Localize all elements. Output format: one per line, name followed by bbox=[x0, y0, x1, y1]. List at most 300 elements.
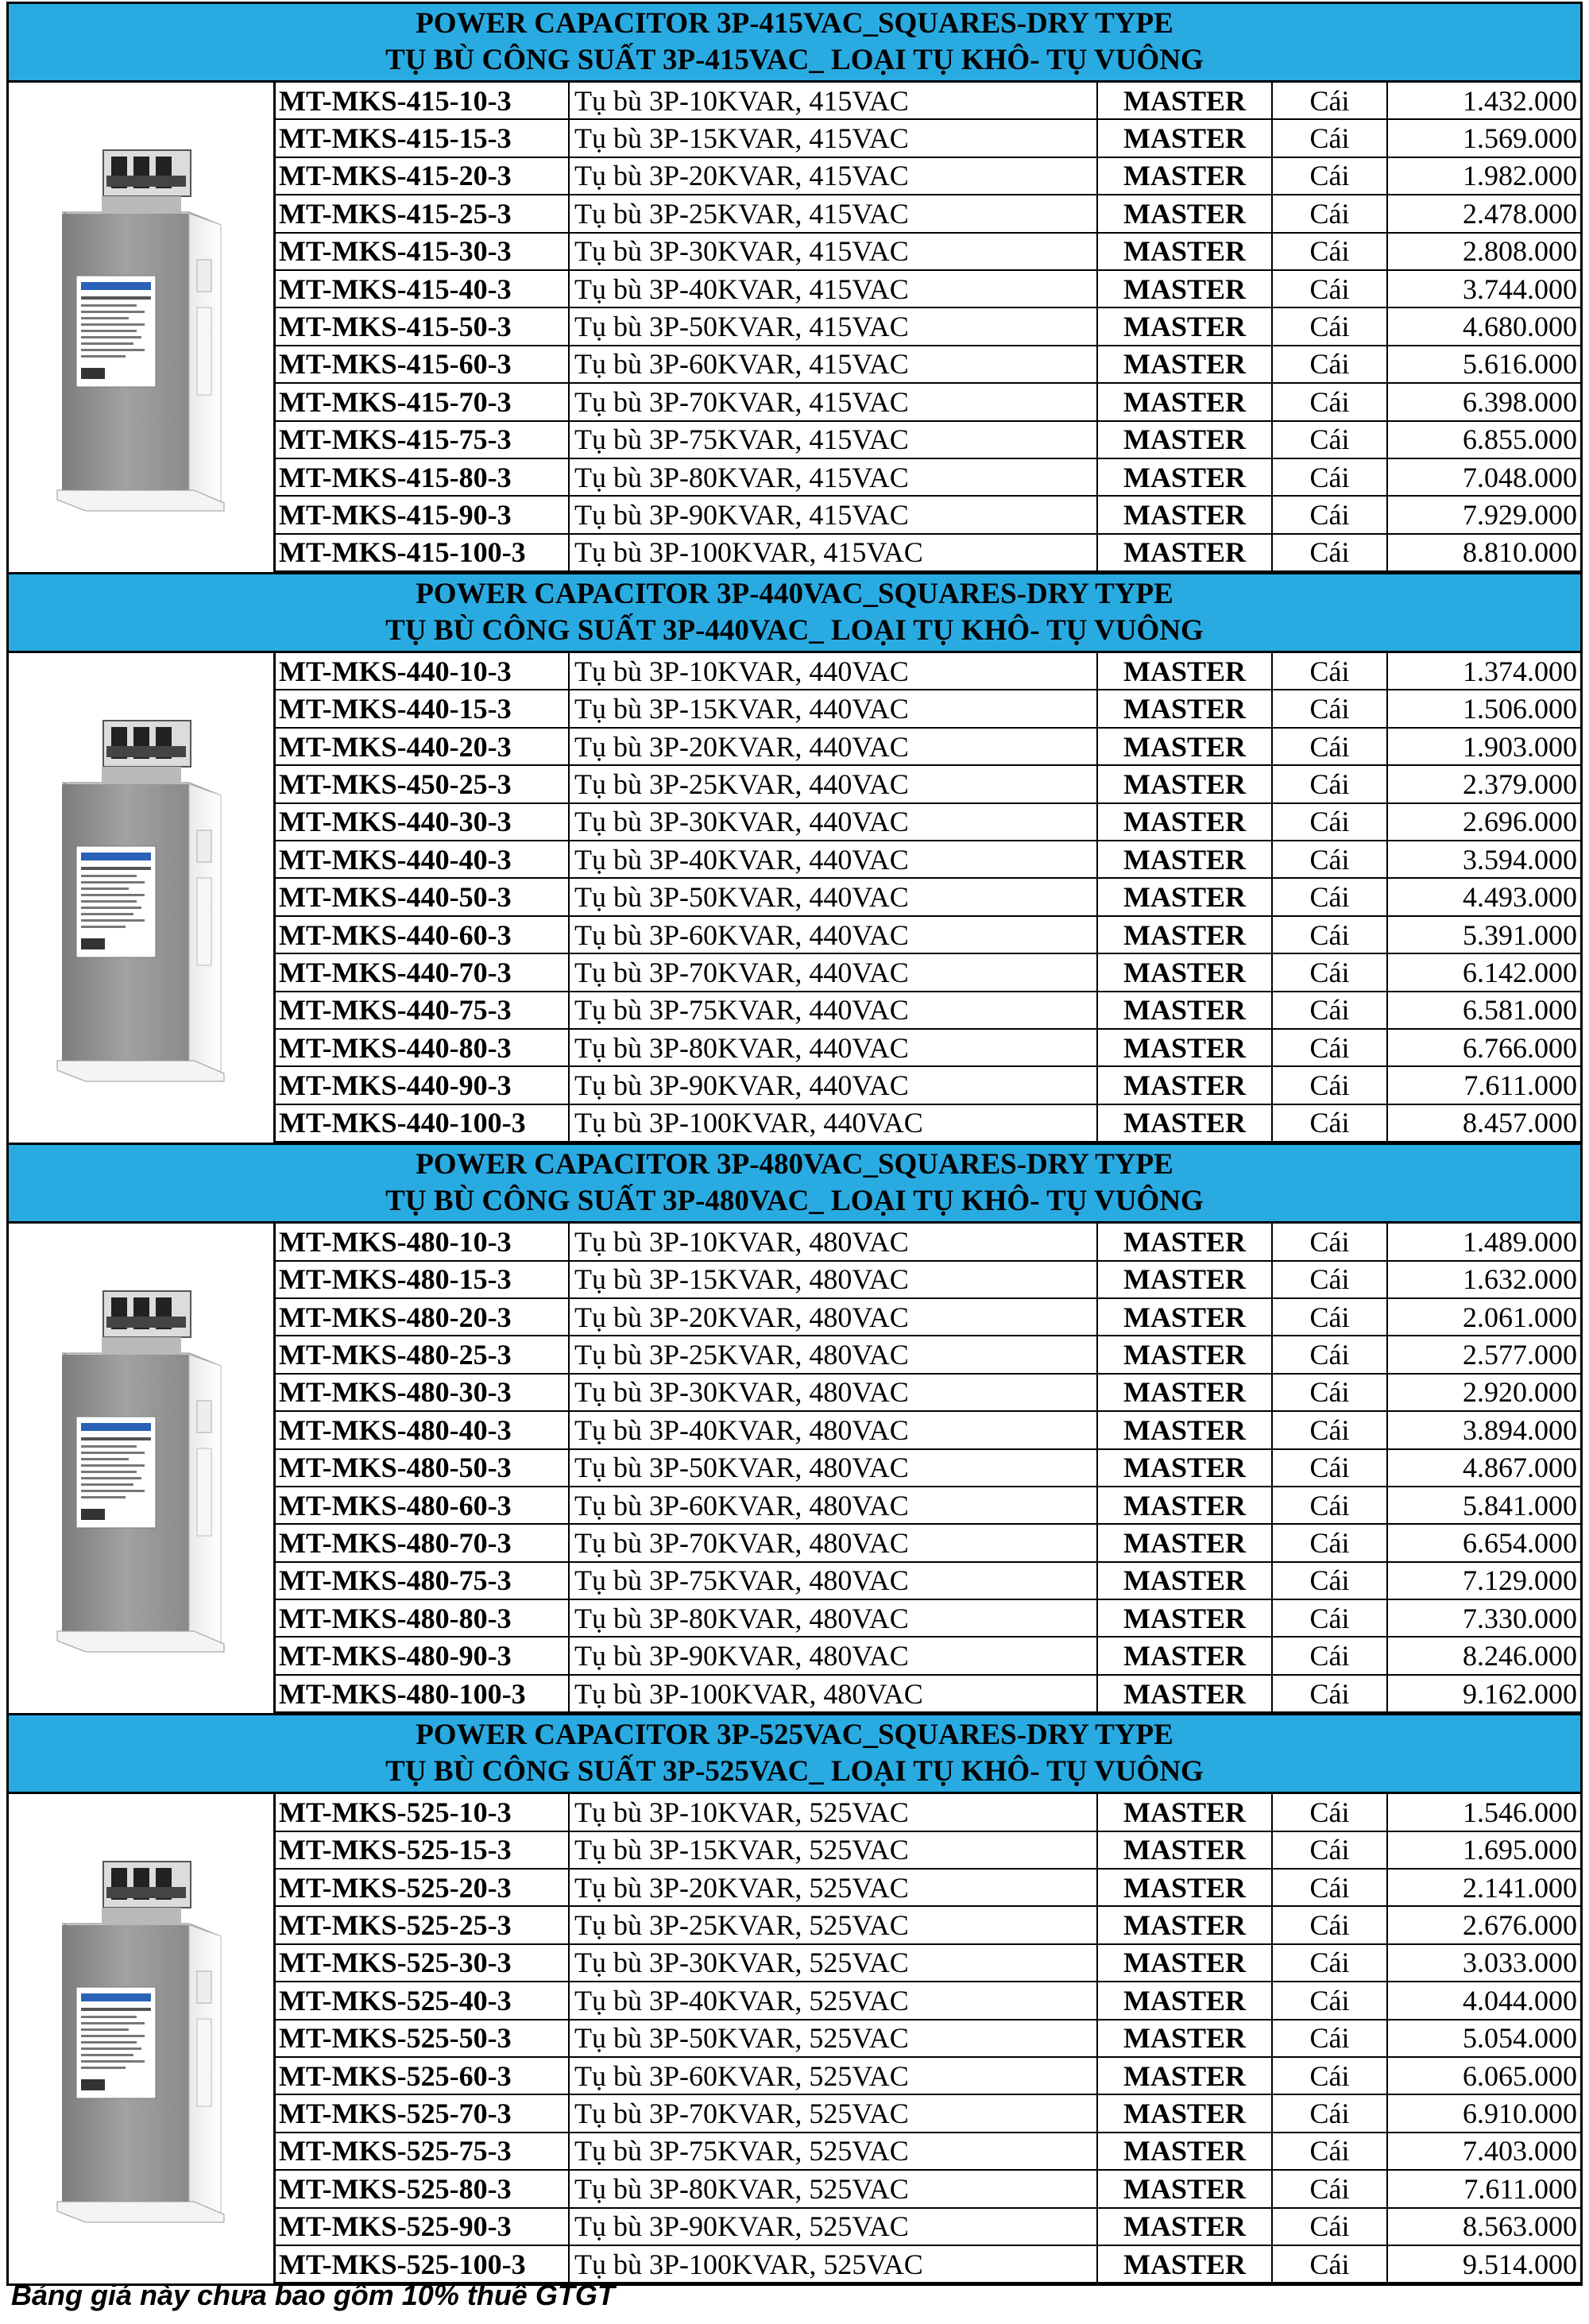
table-row bbox=[276, 346, 1580, 384]
product-description: Tụ bù 3P-100KVAR, 480VAC bbox=[570, 1676, 1098, 1711]
brand-name: MASTER bbox=[1098, 1982, 1273, 2018]
brand-name: MASTER bbox=[1098, 2020, 1273, 2056]
brand-name: MASTER bbox=[1098, 1525, 1273, 1560]
unit-label: Cái bbox=[1273, 2171, 1388, 2206]
product-description: Tụ bù 3P-25KVAR, 440VAC bbox=[570, 766, 1098, 802]
unit-label: Cái bbox=[1273, 497, 1388, 532]
table-row bbox=[276, 1600, 1580, 1638]
unit-price: 3.033.000 bbox=[1463, 1947, 1577, 1979]
product-code: MT-MKS-480-25-3 bbox=[276, 1336, 570, 1372]
product-code: MT-MKS-440-80-3 bbox=[276, 1030, 570, 1065]
brand-name: MASTER bbox=[1098, 2095, 1273, 2131]
price-section bbox=[6, 2, 1583, 572]
unit-price: 1.903.000 bbox=[1463, 730, 1577, 763]
table-row bbox=[276, 1638, 1580, 1675]
product-code: MT-MKS-480-70-3 bbox=[276, 1525, 570, 1560]
vat-footnote: Bảng giá này chưa bao gồm 10% thuế GTGT bbox=[11, 2279, 615, 2311]
unit-price: 1.432.000 bbox=[1463, 84, 1577, 117]
brand-name: MASTER bbox=[1098, 766, 1273, 802]
unit-price: 7.611.000 bbox=[1463, 2172, 1577, 2205]
unit-label: Cái bbox=[1273, 2095, 1388, 2131]
product-description: Tụ bù 3P-75KVAR, 525VAC bbox=[570, 2133, 1098, 2169]
product-description: Tụ bù 3P-100KVAR, 440VAC bbox=[570, 1105, 1098, 1141]
table-row bbox=[276, 766, 1580, 803]
product-description: Tụ bù 3P-80KVAR, 415VAC bbox=[570, 459, 1098, 495]
unit-label: Cái bbox=[1273, 1299, 1388, 1335]
product-description: Tụ bù 3P-15KVAR, 525VAC bbox=[570, 1832, 1098, 1868]
brand-name: MASTER bbox=[1098, 1224, 1273, 1259]
product-code: MT-MKS-440-100-3 bbox=[276, 1105, 570, 1141]
table-row bbox=[276, 1030, 1580, 1067]
unit-label: Cái bbox=[1273, 1600, 1388, 1636]
product-code: MT-MKS-415-30-3 bbox=[276, 234, 570, 269]
unit-price: 5.841.000 bbox=[1463, 1489, 1577, 1522]
unit-price: 6.581.000 bbox=[1463, 994, 1577, 1027]
product-description: Tụ bù 3P-10KVAR, 440VAC bbox=[570, 653, 1098, 689]
unit-label: Cái bbox=[1273, 917, 1388, 953]
unit-label: Cái bbox=[1273, 195, 1388, 231]
table-row bbox=[276, 1982, 1580, 2020]
table-row bbox=[276, 1676, 1580, 1713]
unit-label: Cái bbox=[1273, 459, 1388, 495]
brand-name: MASTER bbox=[1098, 1832, 1273, 1868]
product-code: MT-MKS-415-75-3 bbox=[276, 422, 570, 458]
product-description: Tụ bù 3P-10KVAR, 525VAC bbox=[570, 1794, 1098, 1830]
brand-name: MASTER bbox=[1098, 1676, 1273, 1711]
product-description: Tụ bù 3P-75KVAR, 415VAC bbox=[570, 422, 1098, 458]
product-code: MT-MKS-415-15-3 bbox=[276, 120, 570, 156]
brand-name: MASTER bbox=[1098, 1299, 1273, 1335]
brand-name: MASTER bbox=[1098, 1487, 1273, 1523]
brand-name: MASTER bbox=[1098, 1067, 1273, 1103]
product-description: Tụ bù 3P-60KVAR, 480VAC bbox=[570, 1487, 1098, 1523]
product-description: Tụ bù 3P-25KVAR, 480VAC bbox=[570, 1336, 1098, 1372]
product-code: MT-MKS-450-25-3 bbox=[276, 766, 570, 802]
table-row bbox=[276, 879, 1580, 916]
brand-name: MASTER bbox=[1098, 158, 1273, 194]
table-row bbox=[276, 271, 1580, 308]
table-row bbox=[276, 308, 1580, 346]
product-description: Tụ bù 3P-70KVAR, 415VAC bbox=[570, 384, 1098, 420]
unit-price: 6.910.000 bbox=[1463, 2098, 1577, 2130]
brand-name: MASTER bbox=[1098, 497, 1273, 532]
product-code: MT-MKS-480-75-3 bbox=[276, 1563, 570, 1599]
section-title-en: POWER CAPACITOR 3P-525VAC_SQUARES-DRY TYPE bbox=[416, 1719, 1173, 1752]
product-description: Tụ bù 3P-30KVAR, 440VAC bbox=[570, 804, 1098, 840]
table-row bbox=[276, 497, 1580, 534]
brand-name: MASTER bbox=[1098, 422, 1273, 458]
product-description: Tụ bù 3P-100KVAR, 525VAC bbox=[570, 2246, 1098, 2282]
unit-price: 5.616.000 bbox=[1463, 348, 1577, 381]
unit-label: Cái bbox=[1273, 1375, 1388, 1410]
brand-name: MASTER bbox=[1098, 653, 1273, 689]
unit-label: Cái bbox=[1273, 2020, 1388, 2056]
table-row bbox=[276, 1224, 1580, 1261]
table-row bbox=[276, 804, 1580, 841]
unit-label: Cái bbox=[1273, 271, 1388, 307]
product-code: MT-MKS-480-30-3 bbox=[276, 1375, 570, 1410]
brand-name: MASTER bbox=[1098, 1870, 1273, 1905]
unit-label: Cái bbox=[1273, 83, 1388, 118]
table-row bbox=[276, 1907, 1580, 1944]
product-description: Tụ bù 3P-20KVAR, 415VAC bbox=[570, 158, 1098, 194]
product-code: MT-MKS-525-30-3 bbox=[276, 1945, 570, 1981]
unit-price: 2.920.000 bbox=[1463, 1376, 1577, 1409]
table-row bbox=[276, 1487, 1580, 1525]
brand-name: MASTER bbox=[1098, 879, 1273, 915]
unit-label: Cái bbox=[1273, 1794, 1388, 1830]
unit-label: Cái bbox=[1273, 384, 1388, 420]
section-title-vi: TỤ BÙ CÔNG SUẤT 3P-415VAC_ LOẠI TỤ KHÔ- TỤ VUÔNG bbox=[385, 44, 1204, 76]
product-image-cell bbox=[9, 653, 276, 1143]
product-code: MT-MKS-415-90-3 bbox=[276, 497, 570, 532]
unit-price: 6.065.000 bbox=[1463, 2059, 1577, 2092]
unit-label: Cái bbox=[1273, 1067, 1388, 1103]
table-row bbox=[276, 1336, 1580, 1374]
unit-label: Cái bbox=[1273, 766, 1388, 802]
table-row bbox=[276, 2095, 1580, 2133]
unit-price: 8.457.000 bbox=[1463, 1107, 1577, 1139]
unit-label: Cái bbox=[1273, 690, 1388, 726]
price-sheet bbox=[6, 2, 1583, 2286]
brand-name: MASTER bbox=[1098, 729, 1273, 764]
unit-price: 2.676.000 bbox=[1463, 1909, 1577, 1942]
product-description: Tụ bù 3P-80KVAR, 440VAC bbox=[570, 1030, 1098, 1065]
unit-label: Cái bbox=[1273, 1450, 1388, 1486]
brand-name: MASTER bbox=[1098, 1030, 1273, 1065]
table-row bbox=[276, 1450, 1580, 1487]
brand-name: MASTER bbox=[1098, 1600, 1273, 1636]
brand-name: MASTER bbox=[1098, 1907, 1273, 1943]
brand-name: MASTER bbox=[1098, 2133, 1273, 2169]
brand-name: MASTER bbox=[1098, 120, 1273, 156]
table-row bbox=[276, 384, 1580, 421]
product-description: Tụ bù 3P-75KVAR, 440VAC bbox=[570, 992, 1098, 1028]
brand-name: MASTER bbox=[1098, 83, 1273, 118]
unit-label: Cái bbox=[1273, 1262, 1388, 1297]
table-row bbox=[276, 1945, 1580, 1982]
unit-price: 2.808.000 bbox=[1463, 235, 1577, 268]
unit-label: Cái bbox=[1273, 346, 1388, 382]
product-code: MT-MKS-525-100-3 bbox=[276, 2246, 570, 2282]
unit-price: 6.398.000 bbox=[1463, 385, 1577, 418]
unit-price: 1.569.000 bbox=[1463, 122, 1577, 155]
capacitor-photo bbox=[54, 1852, 229, 2225]
product-description: Tụ bù 3P-20KVAR, 440VAC bbox=[570, 729, 1098, 764]
brand-name: MASTER bbox=[1098, 535, 1273, 570]
section-title-en: POWER CAPACITOR 3P-415VAC_SQUARES-DRY TYPE bbox=[416, 7, 1173, 40]
table-row bbox=[276, 729, 1580, 766]
brand-name: MASTER bbox=[1098, 992, 1273, 1028]
section-header bbox=[6, 1713, 1583, 1794]
product-description: Tụ bù 3P-15KVAR, 440VAC bbox=[570, 690, 1098, 726]
unit-price: 6.766.000 bbox=[1463, 1031, 1577, 1064]
section-title-vi: TỤ BÙ CÔNG SUẤT 3P-440VAC_ LOẠI TỤ KHÔ- TỤ VUÔNG bbox=[385, 614, 1204, 648]
product-code: MT-MKS-480-20-3 bbox=[276, 1299, 570, 1335]
product-code: MT-MKS-440-90-3 bbox=[276, 1067, 570, 1103]
product-code: MT-MKS-440-75-3 bbox=[276, 992, 570, 1028]
table-row bbox=[276, 917, 1580, 954]
unit-label: Cái bbox=[1273, 535, 1388, 570]
unit-label: Cái bbox=[1273, 1945, 1388, 1981]
table-row bbox=[276, 459, 1580, 497]
unit-price: 1.982.000 bbox=[1463, 160, 1577, 192]
product-code: MT-MKS-415-20-3 bbox=[276, 158, 570, 194]
table-row bbox=[276, 653, 1580, 690]
table-row bbox=[276, 535, 1580, 572]
unit-label: Cái bbox=[1273, 1907, 1388, 1943]
product-code: MT-MKS-480-100-3 bbox=[276, 1676, 570, 1711]
product-code: MT-MKS-525-75-3 bbox=[276, 2133, 570, 2169]
product-description: Tụ bù 3P-30KVAR, 480VAC bbox=[570, 1375, 1098, 1410]
unit-price: 7.403.000 bbox=[1463, 2135, 1577, 2167]
price-section bbox=[6, 1143, 1583, 1713]
brand-name: MASTER bbox=[1098, 2209, 1273, 2245]
table-row bbox=[276, 1299, 1580, 1336]
product-code: MT-MKS-440-15-3 bbox=[276, 690, 570, 726]
product-code: MT-MKS-415-25-3 bbox=[276, 195, 570, 231]
product-code: MT-MKS-440-30-3 bbox=[276, 804, 570, 840]
brand-name: MASTER bbox=[1098, 1563, 1273, 1599]
product-description: Tụ bù 3P-15KVAR, 415VAC bbox=[570, 120, 1098, 156]
unit-price: 4.493.000 bbox=[1463, 881, 1577, 914]
product-code: MT-MKS-480-90-3 bbox=[276, 1638, 570, 1673]
unit-label: Cái bbox=[1273, 1832, 1388, 1868]
product-description: Tụ bù 3P-20KVAR, 525VAC bbox=[570, 1870, 1098, 1905]
unit-price: 4.680.000 bbox=[1463, 311, 1577, 343]
product-image-cell bbox=[9, 1224, 276, 1713]
product-description: Tụ bù 3P-50KVAR, 525VAC bbox=[570, 2020, 1098, 2056]
product-description: Tụ bù 3P-75KVAR, 480VAC bbox=[570, 1563, 1098, 1599]
unit-price: 1.695.000 bbox=[1463, 1834, 1577, 1866]
unit-price: 7.129.000 bbox=[1463, 1564, 1577, 1597]
section-title-en: POWER CAPACITOR 3P-440VAC_SQUARES-DRY TYPE bbox=[416, 578, 1173, 611]
product-code: MT-MKS-440-10-3 bbox=[276, 653, 570, 689]
brand-name: MASTER bbox=[1098, 2171, 1273, 2206]
unit-price: 5.054.000 bbox=[1463, 2022, 1577, 2055]
unit-label: Cái bbox=[1273, 1412, 1388, 1448]
unit-price: 6.855.000 bbox=[1463, 423, 1577, 456]
unit-label: Cái bbox=[1273, 1105, 1388, 1141]
product-description: Tụ bù 3P-10KVAR, 415VAC bbox=[570, 83, 1098, 118]
product-description: Tụ bù 3P-80KVAR, 525VAC bbox=[570, 2171, 1098, 2206]
unit-price: 7.611.000 bbox=[1463, 1069, 1577, 1102]
brand-name: MASTER bbox=[1098, 1412, 1273, 1448]
brand-name: MASTER bbox=[1098, 195, 1273, 231]
unit-price: 6.654.000 bbox=[1463, 1526, 1577, 1559]
brand-name: MASTER bbox=[1098, 1450, 1273, 1486]
table-row bbox=[276, 2020, 1580, 2058]
brand-name: MASTER bbox=[1098, 346, 1273, 382]
product-code: MT-MKS-525-15-3 bbox=[276, 1832, 570, 1868]
unit-price: 7.929.000 bbox=[1463, 498, 1577, 531]
product-description: Tụ bù 3P-100KVAR, 415VAC bbox=[570, 535, 1098, 570]
unit-label: Cái bbox=[1273, 804, 1388, 840]
unit-label: Cái bbox=[1273, 2133, 1388, 2169]
brand-name: MASTER bbox=[1098, 2246, 1273, 2282]
unit-label: Cái bbox=[1273, 992, 1388, 1028]
brand-name: MASTER bbox=[1098, 384, 1273, 420]
unit-price: 1.489.000 bbox=[1463, 1225, 1577, 1258]
table-row bbox=[276, 1870, 1580, 1907]
product-code: MT-MKS-525-25-3 bbox=[276, 1907, 570, 1943]
table-row bbox=[276, 2133, 1580, 2171]
unit-price: 9.514.000 bbox=[1463, 2248, 1577, 2280]
unit-label: Cái bbox=[1273, 422, 1388, 458]
unit-label: Cái bbox=[1273, 1870, 1388, 1905]
product-code: MT-MKS-525-20-3 bbox=[276, 1870, 570, 1905]
product-code: MT-MKS-415-60-3 bbox=[276, 346, 570, 382]
table-row bbox=[276, 1794, 1580, 1831]
product-description: Tụ bù 3P-60KVAR, 440VAC bbox=[570, 917, 1098, 953]
table-row bbox=[276, 158, 1580, 195]
unit-label: Cái bbox=[1273, 308, 1388, 344]
section-header bbox=[6, 2, 1583, 83]
unit-price: 1.506.000 bbox=[1463, 693, 1577, 725]
product-description: Tụ bù 3P-15KVAR, 480VAC bbox=[570, 1262, 1098, 1297]
brand-name: MASTER bbox=[1098, 459, 1273, 495]
product-description: Tụ bù 3P-70KVAR, 440VAC bbox=[570, 954, 1098, 990]
product-description: Tụ bù 3P-20KVAR, 480VAC bbox=[570, 1299, 1098, 1335]
product-code: MT-MKS-415-80-3 bbox=[276, 459, 570, 495]
unit-price: 2.696.000 bbox=[1463, 806, 1577, 838]
table-row bbox=[276, 954, 1580, 992]
table-row bbox=[276, 1412, 1580, 1449]
brand-name: MASTER bbox=[1098, 1794, 1273, 1830]
unit-label: Cái bbox=[1273, 1336, 1388, 1372]
product-description: Tụ bù 3P-30KVAR, 415VAC bbox=[570, 234, 1098, 269]
section-title-vi: TỤ BÙ CÔNG SUẤT 3P-525VAC_ LOẠI TỤ KHÔ- TỤ VUÔNG bbox=[385, 1755, 1204, 1788]
product-description: Tụ bù 3P-90KVAR, 440VAC bbox=[570, 1067, 1098, 1103]
product-description: Tụ bù 3P-30KVAR, 525VAC bbox=[570, 1945, 1098, 1981]
table-row bbox=[276, 120, 1580, 157]
product-code: MT-MKS-480-40-3 bbox=[276, 1412, 570, 1448]
table-row bbox=[276, 422, 1580, 459]
product-description: Tụ bù 3P-50KVAR, 480VAC bbox=[570, 1450, 1098, 1486]
brand-name: MASTER bbox=[1098, 1105, 1273, 1141]
unit-price: 2.577.000 bbox=[1463, 1339, 1577, 1371]
unit-label: Cái bbox=[1273, 120, 1388, 156]
table-row bbox=[276, 1262, 1580, 1299]
unit-price: 4.044.000 bbox=[1463, 1984, 1577, 2017]
product-description: Tụ bù 3P-80KVAR, 480VAC bbox=[570, 1600, 1098, 1636]
brand-name: MASTER bbox=[1098, 2058, 1273, 2094]
unit-label: Cái bbox=[1273, 954, 1388, 990]
product-code: MT-MKS-525-40-3 bbox=[276, 1982, 570, 2018]
brand-name: MASTER bbox=[1098, 690, 1273, 726]
product-description: Tụ bù 3P-25KVAR, 525VAC bbox=[570, 1907, 1098, 1943]
product-description: Tụ bù 3P-70KVAR, 525VAC bbox=[570, 2095, 1098, 2131]
capacitor-photo bbox=[54, 711, 229, 1085]
unit-price: 1.632.000 bbox=[1463, 1263, 1577, 1296]
table-row bbox=[276, 690, 1580, 728]
table-row bbox=[276, 841, 1580, 879]
unit-label: Cái bbox=[1273, 879, 1388, 915]
product-code: MT-MKS-440-60-3 bbox=[276, 917, 570, 953]
unit-label: Cái bbox=[1273, 158, 1388, 194]
product-description: Tụ bù 3P-90KVAR, 525VAC bbox=[570, 2209, 1098, 2245]
brand-name: MASTER bbox=[1098, 1375, 1273, 1410]
unit-label: Cái bbox=[1273, 1676, 1388, 1711]
unit-price: 4.867.000 bbox=[1463, 1452, 1577, 1484]
product-code: MT-MKS-480-50-3 bbox=[276, 1450, 570, 1486]
product-code: MT-MKS-415-10-3 bbox=[276, 83, 570, 118]
product-code: MT-MKS-480-15-3 bbox=[276, 1262, 570, 1297]
product-image-cell bbox=[9, 83, 276, 572]
product-code: MT-MKS-440-20-3 bbox=[276, 729, 570, 764]
unit-price: 3.594.000 bbox=[1463, 843, 1577, 876]
product-code: MT-MKS-440-50-3 bbox=[276, 879, 570, 915]
unit-label: Cái bbox=[1273, 1563, 1388, 1599]
product-description: Tụ bù 3P-90KVAR, 415VAC bbox=[570, 497, 1098, 532]
unit-label: Cái bbox=[1273, 729, 1388, 764]
product-code: MT-MKS-525-80-3 bbox=[276, 2171, 570, 2206]
brand-name: MASTER bbox=[1098, 1945, 1273, 1981]
unit-price: 2.061.000 bbox=[1463, 1301, 1577, 1333]
product-code: MT-MKS-525-90-3 bbox=[276, 2209, 570, 2245]
unit-label: Cái bbox=[1273, 1224, 1388, 1259]
product-code: MT-MKS-480-80-3 bbox=[276, 1600, 570, 1636]
product-code: MT-MKS-480-60-3 bbox=[276, 1487, 570, 1523]
brand-name: MASTER bbox=[1098, 1336, 1273, 1372]
unit-price: 2.478.000 bbox=[1463, 197, 1577, 230]
brand-name: MASTER bbox=[1098, 308, 1273, 344]
unit-label: Cái bbox=[1273, 2246, 1388, 2282]
capacitor-photo bbox=[54, 1282, 229, 1655]
product-description: Tụ bù 3P-10KVAR, 480VAC bbox=[570, 1224, 1098, 1259]
product-code: MT-MKS-480-10-3 bbox=[276, 1224, 570, 1259]
product-code: MT-MKS-440-70-3 bbox=[276, 954, 570, 990]
product-image-cell bbox=[9, 1794, 276, 2283]
product-description: Tụ bù 3P-70KVAR, 480VAC bbox=[570, 1525, 1098, 1560]
section-header bbox=[6, 1143, 1583, 1224]
product-description: Tụ bù 3P-90KVAR, 480VAC bbox=[570, 1638, 1098, 1673]
capacitor-photo bbox=[54, 141, 229, 514]
unit-label: Cái bbox=[1273, 841, 1388, 877]
product-description: Tụ bù 3P-40KVAR, 440VAC bbox=[570, 841, 1098, 877]
section-header bbox=[6, 572, 1583, 653]
unit-price: 5.391.000 bbox=[1463, 918, 1577, 951]
unit-label: Cái bbox=[1273, 1030, 1388, 1065]
section-title-en: POWER CAPACITOR 3P-480VAC_SQUARES-DRY TYPE bbox=[416, 1148, 1173, 1181]
table-row bbox=[276, 1067, 1580, 1104]
product-description: Tụ bù 3P-50KVAR, 440VAC bbox=[570, 879, 1098, 915]
table-row bbox=[276, 1375, 1580, 1412]
unit-label: Cái bbox=[1273, 1982, 1388, 2018]
product-description: Tụ bù 3P-60KVAR, 525VAC bbox=[570, 2058, 1098, 2094]
unit-label: Cái bbox=[1273, 1638, 1388, 1673]
unit-label: Cái bbox=[1273, 1525, 1388, 1560]
table-row bbox=[276, 2171, 1580, 2208]
product-code: MT-MKS-415-50-3 bbox=[276, 308, 570, 344]
section-title-vi: TỤ BÙ CÔNG SUẤT 3P-480VAC_ LOẠI TỤ KHÔ- TỤ VUÔNG bbox=[385, 1185, 1204, 1218]
table-row bbox=[276, 1525, 1580, 1562]
table-row bbox=[276, 1563, 1580, 1600]
table-row bbox=[276, 234, 1580, 271]
product-description: Tụ bù 3P-50KVAR, 415VAC bbox=[570, 308, 1098, 344]
product-code: MT-MKS-440-40-3 bbox=[276, 841, 570, 877]
unit-price: 2.379.000 bbox=[1463, 768, 1577, 800]
brand-name: MASTER bbox=[1098, 954, 1273, 990]
table-row bbox=[276, 2209, 1580, 2246]
brand-name: MASTER bbox=[1098, 841, 1273, 877]
brand-name: MASTER bbox=[1098, 271, 1273, 307]
brand-name: MASTER bbox=[1098, 1638, 1273, 1673]
unit-price: 1.374.000 bbox=[1463, 655, 1577, 687]
product-code: MT-MKS-415-100-3 bbox=[276, 535, 570, 570]
unit-price: 2.141.000 bbox=[1463, 1871, 1577, 1904]
price-section bbox=[6, 572, 1583, 1143]
